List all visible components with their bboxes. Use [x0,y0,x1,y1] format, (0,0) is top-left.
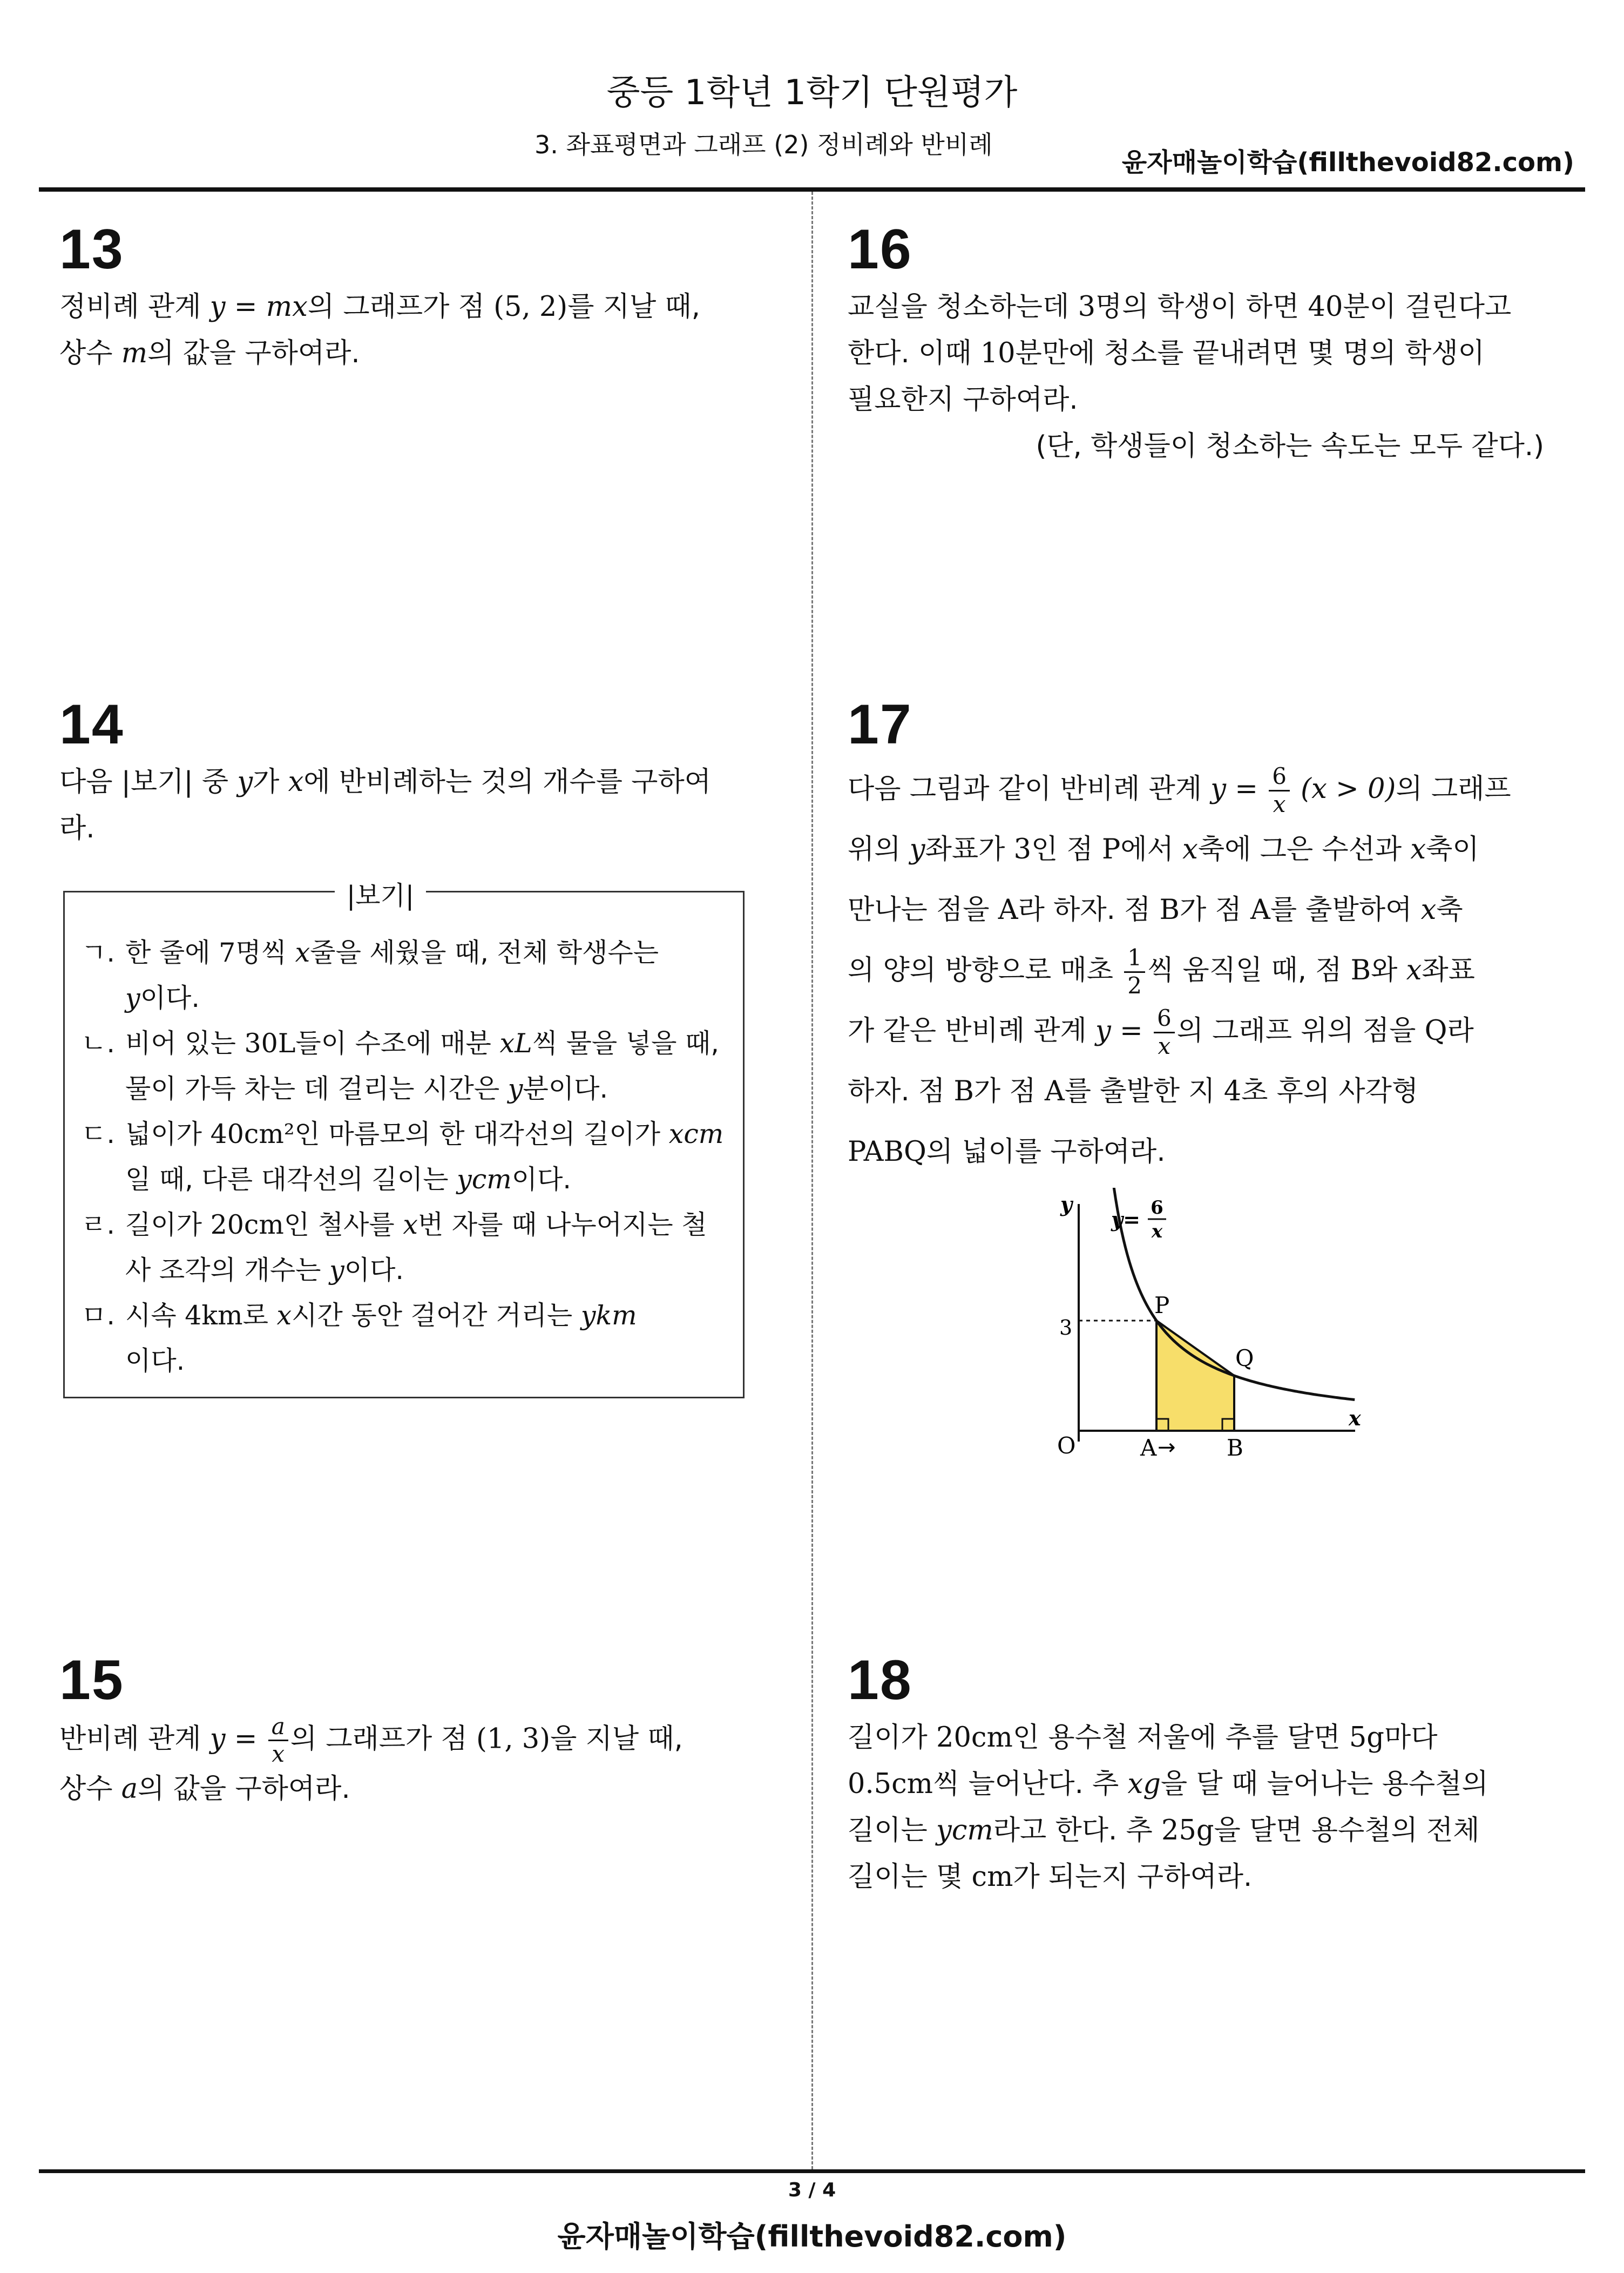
fraction: $\frac{1}{2}$ [1124,946,1145,997]
question-text: 다음 |보기| 중 y가 x에 반비례하는 것의 개수를 구하여 라. [59,766,711,844]
question-14 [59,693,756,852]
example-item: ㄷ. 넓이가 40cm²인 마름모의 한 대각선의 길이가 xcm일 때, 다른 대각선의 길이는 ycm이다. [81,1119,724,1195]
question-number: 16 [848,218,912,281]
point-label-B: B [1227,1435,1243,1461]
question-13 [59,218,756,377]
question-number: 14 [59,693,124,756]
example-item: ㄴ. 비어 있는 30L들이 수조에 매분 xL씩 물을 넣을 때, 물이 가득 차는 데 걸리는 시간은 y분이다. [81,1028,719,1104]
example-box [63,891,745,1398]
example-box-title: |보기| [335,875,426,912]
footer-rule [39,2169,1585,2173]
question-18 [848,1649,1544,1900]
unit-subtitle: 3. 좌표평면과 그래프 (2) 정비례와 반비례 [534,130,993,159]
origin-label: O [1057,1432,1076,1459]
function-label-numerator: 6 [1151,1197,1163,1219]
fraction: $\frac{6}{x}$ [1269,765,1290,816]
question-text: 교실을 청소하는데 3명의 학생이 하면 40분이 걸린다고 한다. 이때 10분만에 청소를 끝내려면 몇 명의 학생이 필요한지 구하여라. (단, 학생들이 청소하는 속도는 모두 같다.) [848,284,1544,470]
x-axis-label: x [1349,1406,1361,1430]
question-17 [848,693,1544,1182]
footer-brand: 윤자매놀이학습(fillthevoid82.com) [557,2220,1067,2254]
question-text: 다음 그림과 같이 반비례 관계 y = $\frac{6}{x}$ (x > 0)의 그래프 위의 y좌표가 3인 점 P에서 x축에 그은 수선과 x축이 만나는 점을 A라 하자. 점 B가 점 A를 출발하여 x축 의 양의 방향으로 매초 $\frac{1}{2}$ 씩 움직일 때, 점 B와 x좌표 가 같은 반비례 관계 y = $\frac{6}{x}$ 의 그래프 위의 점을 Q라 하자. 점 B가 점 A를 출발한 지 4초 후의 사각형 PABQ의 넓이를 구하여라. [848,763,1511,1168]
function-label-denominator: x [1151,1221,1163,1242]
y-axis-label: y [1060,1192,1073,1216]
example-item: ㅁ. 시속 4km로 x시간 동안 걸어간 거리는 ykm 이다. [81,1300,637,1376]
question-text: 길이가 20cm인 용수철 저울에 추를 달면 5g마다 0.5cm씩 늘어난다. 추 xg을 달 때 늘어나는 용수철의 길이는 ycm라고 한다. 추 25g을 달면 용수철의 전체 길이는 몇 cm가 되는지 구하여라. [848,1722,1488,1893]
function-label: y= [1111,1207,1140,1232]
arrow-A-to-B: → [1158,1435,1176,1460]
fraction: $\frac{a}{x}$ [268,1715,288,1766]
column-divider [811,192,813,2169]
question-condition: (단, 학생들이 청소하는 속도는 모두 같다.) [1036,430,1544,462]
quadrilateral-PABQ [1156,1321,1234,1431]
point-label-P: P [1154,1292,1170,1318]
inverse-proportion-graph [1053,1188,1366,1469]
page-title: 중등 1학년 1학기 단원평가 [606,73,1018,113]
fraction: $\frac{6}{x}$ [1154,1006,1175,1058]
question-16 [848,218,1544,470]
example-item: ㄱ. 한 줄에 7명씩 x줄을 세웠을 때, 전체 학생수는 y이다. [81,937,659,1013]
tick-label-3: 3 [1059,1316,1073,1340]
header-brand: 윤자매놀이학습(fillthevoid82.com) [1121,147,1574,178]
point-label-Q: Q [1235,1345,1254,1371]
page-number: 3 / 4 [788,2179,836,2201]
question-number: 18 [848,1649,912,1711]
question-15 [59,1649,756,1812]
question-text: 정비례 관계 y = mx의 그래프가 점 (5, 2)를 지날 때, 상수 m의 값을 구하여라. [59,291,700,369]
question-text: 반비례 관계 y = $\frac{a}{x}$ 의 그래프가 점 (1, 3)을 지날 때, 상수 a의 값을 구하여라. [59,1713,683,1805]
question-number: 13 [59,218,124,281]
point-label-A: A [1140,1435,1157,1461]
header-rule [39,187,1585,192]
example-item: ㄹ. 길이가 20cm인 철사를 x번 자를 때 나누어지는 철사 조각의 개수는 y이다. [81,1209,707,1286]
question-number: 15 [59,1649,124,1711]
question-number: 17 [848,693,912,756]
